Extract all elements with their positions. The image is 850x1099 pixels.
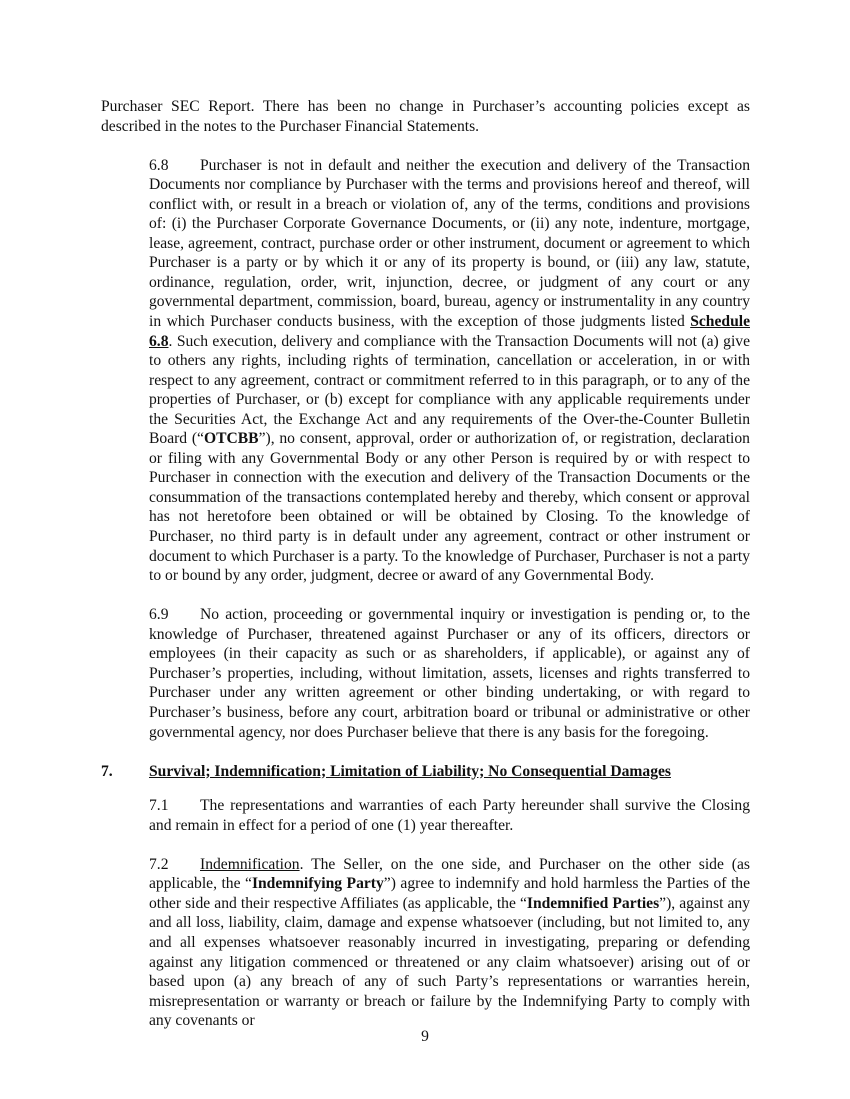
section-text: ”), against any and all loss, liability, claim, damage and expense whatsoever (including, but not limited to, any and all expenses whatsoever reasonably incurred in investigating, preparing or defending against any litigation commenced or threatened or any claim whatsoever) arising out of or based upon (a) any breach of any of such Party’s representations or warranties herein, misrepresentation or warranty or breach or failure by the Indemnifying Party to comply with any covenants or (149, 894, 750, 1030)
section-number: 6.8 (149, 156, 169, 174)
section-text: No action, proceeding or governmental inquiry or investigation is pending or, to the knowledge of Purchaser, threatened against Purchaser or any of its officers, directors or employees (in their capacity as such or as shareholders, if applicable), or against any of Purchaser’s properties, including, without limitation, assets, licenses and rights transferred to Purchaser under any written agreement or other binding undertaking, or with regard to Purchaser’s business, before any court, arbitration board or tribunal or administrative or other governmental agency, nor does Purchaser believe that there is any basis for the foregoing. (149, 606, 750, 741)
heading-number: 7. (101, 762, 113, 780)
section-number: 7.2 (149, 855, 169, 873)
section-6-9 (101, 605, 750, 742)
section-7-2 (101, 855, 750, 1031)
defined-term: Indemnifying Party (251, 875, 384, 893)
section-text: . Such execution, delivery and compliance with the Transaction Documents will not (a) give to others any rights, including rights of termination, cancellation or acceleration, in or with respect to any agreement, contract or commitment referred to in this paragraph, or to any of the properties of Purchaser, or (b) except for compliance with any applicable requirements under the Securities Act, the Exchange Act and any requirements of the Over-the-Counter Bulletin Board (“ (149, 332, 750, 448)
section-heading-7 (101, 762, 750, 782)
defined-term: Indemnified Parties (526, 894, 660, 912)
section-text: The representations and warranties of each Party hereunder shall survive the Closing and remain in effect for a period of one (1) year thereafter. (149, 797, 750, 834)
section-number: 6.9 (149, 606, 169, 624)
section-6-8 (101, 156, 750, 586)
paragraph-intro: Purchaser SEC Report. There has been no change in Purchaser’s accounting policies except as described in the notes to the Purchaser Financial Statements. (101, 98, 750, 135)
section-7-1 (101, 796, 750, 835)
defined-term: OTCBB (203, 430, 259, 448)
heading-title: Survival; Indemnification; Limitation of Liability; No Consequential Damages (149, 762, 671, 780)
page-number: 9 (421, 1028, 429, 1045)
section-text: ”), no consent, approval, order or authorization of, or registration, declaration or filing with any Governmental Body or any other Person is required by or with respect to Purchaser in connection with the execution and delivery of the Transaction Documents or the consummation of the transactions contemplated hereby and thereby, which consent or approval has not heretofore been obtained or will be obtained by Closing. To the knowledge of Purchaser, no third party is in default under any agreement, contract or other instrument or document to which Purchaser is a party. To the knowledge of Purchaser, Purchaser is not a party to or bound by any order, judgment, decree or award of any Governmental Body. (149, 430, 750, 585)
section-text: . The Seller, on the one side, and Purchaser on the other side (as applicable, the “ (149, 855, 750, 893)
section-number: 7.1 (149, 797, 169, 815)
section-text: ”) agree to indemnify and hold harmless the Parties of the other side and their respective Affiliates (as applicable, the “ (149, 875, 751, 912)
section-text: Purchaser is not in default and neither the execution and delivery of the Transaction Documents nor compliance by Purchaser with the terms and provisions hereof and thereof, will conflict with, or result in a breach or violation of, any of the terms, conditions and provisions of: (i) the Purchaser Corporate Governance Documents, or (ii) any note, indenture, mortgage, lease, agreement, contract, purchase order or other instrument, document or agreement to which Purchaser is a party or by which it or any of its property is bound, or (iii) any law, statute, ordinance, regulation, order, writ, injunction, decree, or judgment of any court or any governmental department, commission, board, bureau, agency or instrumentality in any country in which Purchaser conducts business, with the exception of those judgments listed (149, 156, 750, 331)
section-title: Indemnification (200, 855, 300, 873)
schedule-reference: Schedule 6.8 (149, 313, 750, 350)
document-page (101, 97, 750, 1050)
